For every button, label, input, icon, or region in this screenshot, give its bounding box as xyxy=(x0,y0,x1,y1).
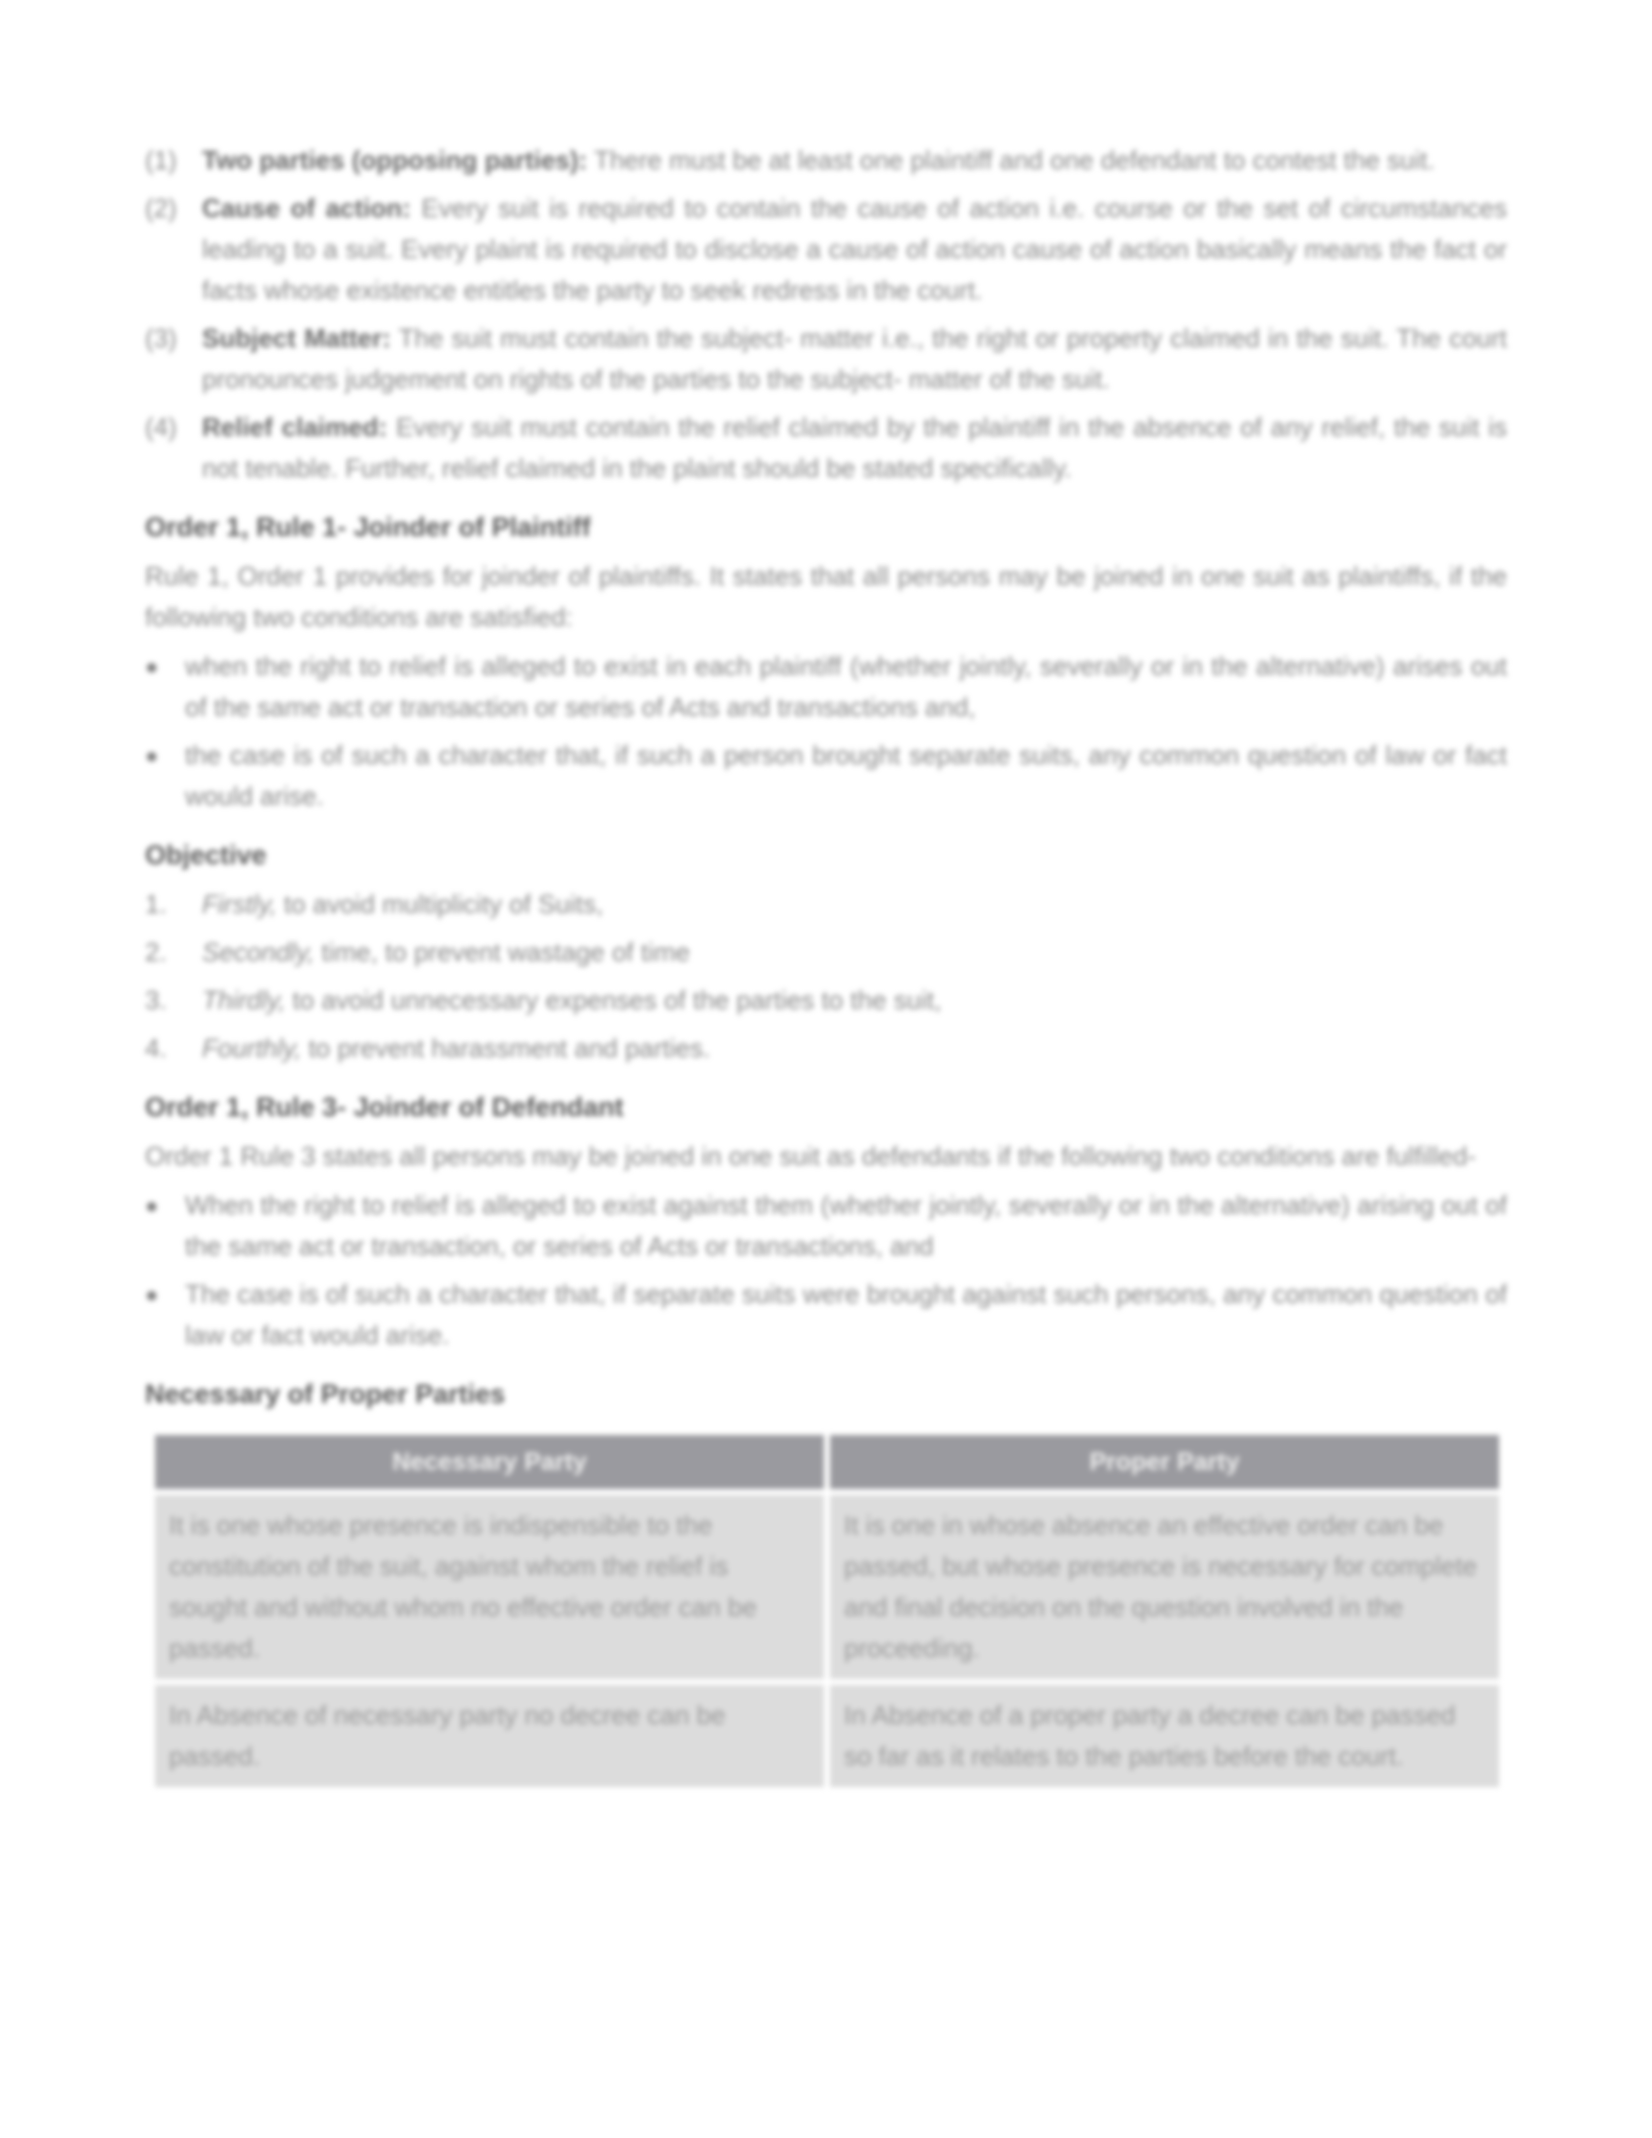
item-term: Relief claimed: xyxy=(202,412,388,442)
item-term: Subject Matter: xyxy=(202,323,391,353)
essentials-list xyxy=(145,140,1507,489)
item-term: Cause of action: xyxy=(202,193,411,223)
item-text: There must be at least one plaintiff and one defendant to contest the suit. xyxy=(593,145,1435,175)
essential-item xyxy=(145,188,1507,311)
item-number: (3) xyxy=(145,323,177,353)
parties-table xyxy=(149,1429,1505,1793)
item-number: (4) xyxy=(145,412,177,442)
table-cell: It is one in whose absence an effective order can be passed, but whose presence is necessary for complete and final decision on the question involved in the proceeding. xyxy=(830,1495,1499,1679)
table-row xyxy=(155,1495,1499,1679)
bullet-item: ● when the right to relief is alleged to exist in each plaintiff (whether jointly, severally or in the alternative) arises out of the same act or transaction or series of Acts and transactions and, xyxy=(145,646,1507,728)
objective-item: 4. Fourthly, to prevent harassment and parties. xyxy=(145,1033,711,1063)
item-text: Every suit must contain the relief claimed by the plaintiff in the absence of any relief, the suit is not tenable. Further, relief claimed in the plaint should be stated specifically. xyxy=(202,412,1507,483)
table-cell: It is one whose presence is indispensible to the constitution of the suit, against whom the relief is sought and without whom no effective order can be passed. xyxy=(155,1495,824,1679)
bullet-icon: ● xyxy=(145,743,159,768)
plaintiff-heading: Order 1, Rule 1- Joinder of Plaintiff xyxy=(145,512,591,542)
essential-item xyxy=(145,407,1507,489)
table-row xyxy=(155,1685,1499,1787)
column-header: Proper Party xyxy=(830,1435,1499,1489)
bullet-icon: ● xyxy=(145,1282,159,1307)
bullet-item: ● When the right to relief is alleged to exist against them (whether jointly, severally or in the alternative) arising out of the same act or transaction, or series of Acts or transactions, and xyxy=(145,1185,1507,1267)
plaintiff-intro: Rule 1, Order 1 provides for joinder of plaintiffs. It states that all persons may be joined in one suit as plaintiffs, if the following two conditions are satisfied: xyxy=(145,561,1507,632)
objective-item: 2. Secondly, time, to prevent wastage of time xyxy=(145,937,690,967)
item-text: Every suit is required to contain the cause of action i.e. course or the set of circumstances leading to a suit. Every plaint is required to disclose a cause of action cause of action basically means the fact or facts whose existence entitles the party to seek redress in the court. xyxy=(202,193,1507,305)
bullet-item: ● The case is of such a character that, if separate suits were brought against such persons, any common question of law or fact would arise. xyxy=(145,1274,1507,1356)
defendant-intro: Order 1 Rule 3 states all persons may be joined in one suit as defendants if the following two conditions are fulfilled- xyxy=(145,1141,1477,1171)
essential-item xyxy=(145,140,1507,181)
objective-heading: Objective xyxy=(145,840,267,870)
item-text: The suit must contain the subject- matter i.e., the right or property claimed in the suit. The court pronounces judgement on rights of the parties to the subject- matter of the suit. xyxy=(202,323,1507,394)
table-cell: In Absence of a proper party a decree can be passed so far as it relates to the parties before the court. xyxy=(830,1685,1499,1787)
bullet-item: ● the case is of such a character that, if such a person brought separate suits, any common question of law or fact would arise. xyxy=(145,735,1507,817)
essential-item xyxy=(145,318,1507,400)
item-term: Two parties (opposing parties): xyxy=(202,145,588,175)
bullet-icon: ● xyxy=(145,654,159,679)
item-number: (1) xyxy=(145,145,177,175)
objective-item: 1. Firstly, to avoid multiplicity of Suits, xyxy=(145,889,604,919)
defendant-heading: Order 1, Rule 3- Joinder of Defendant xyxy=(145,1092,624,1122)
item-number: (2) xyxy=(145,193,177,223)
objective-item: 3. Thirdly, to avoid unnecessary expenses of the parties to the suit, xyxy=(145,985,942,1015)
table-header-row xyxy=(155,1435,1499,1489)
objective-list xyxy=(145,884,1507,1069)
column-header: Necessary Party xyxy=(155,1435,824,1489)
plaintiff-bullets xyxy=(145,646,1507,817)
defendant-bullets xyxy=(145,1185,1507,1356)
table-cell: In Absence of necessary party no decree can be passed. xyxy=(155,1685,824,1787)
bullet-icon: ● xyxy=(145,1193,159,1218)
document-content xyxy=(145,140,1507,1793)
parties-heading: Necessary of Proper Parties xyxy=(145,1379,506,1409)
